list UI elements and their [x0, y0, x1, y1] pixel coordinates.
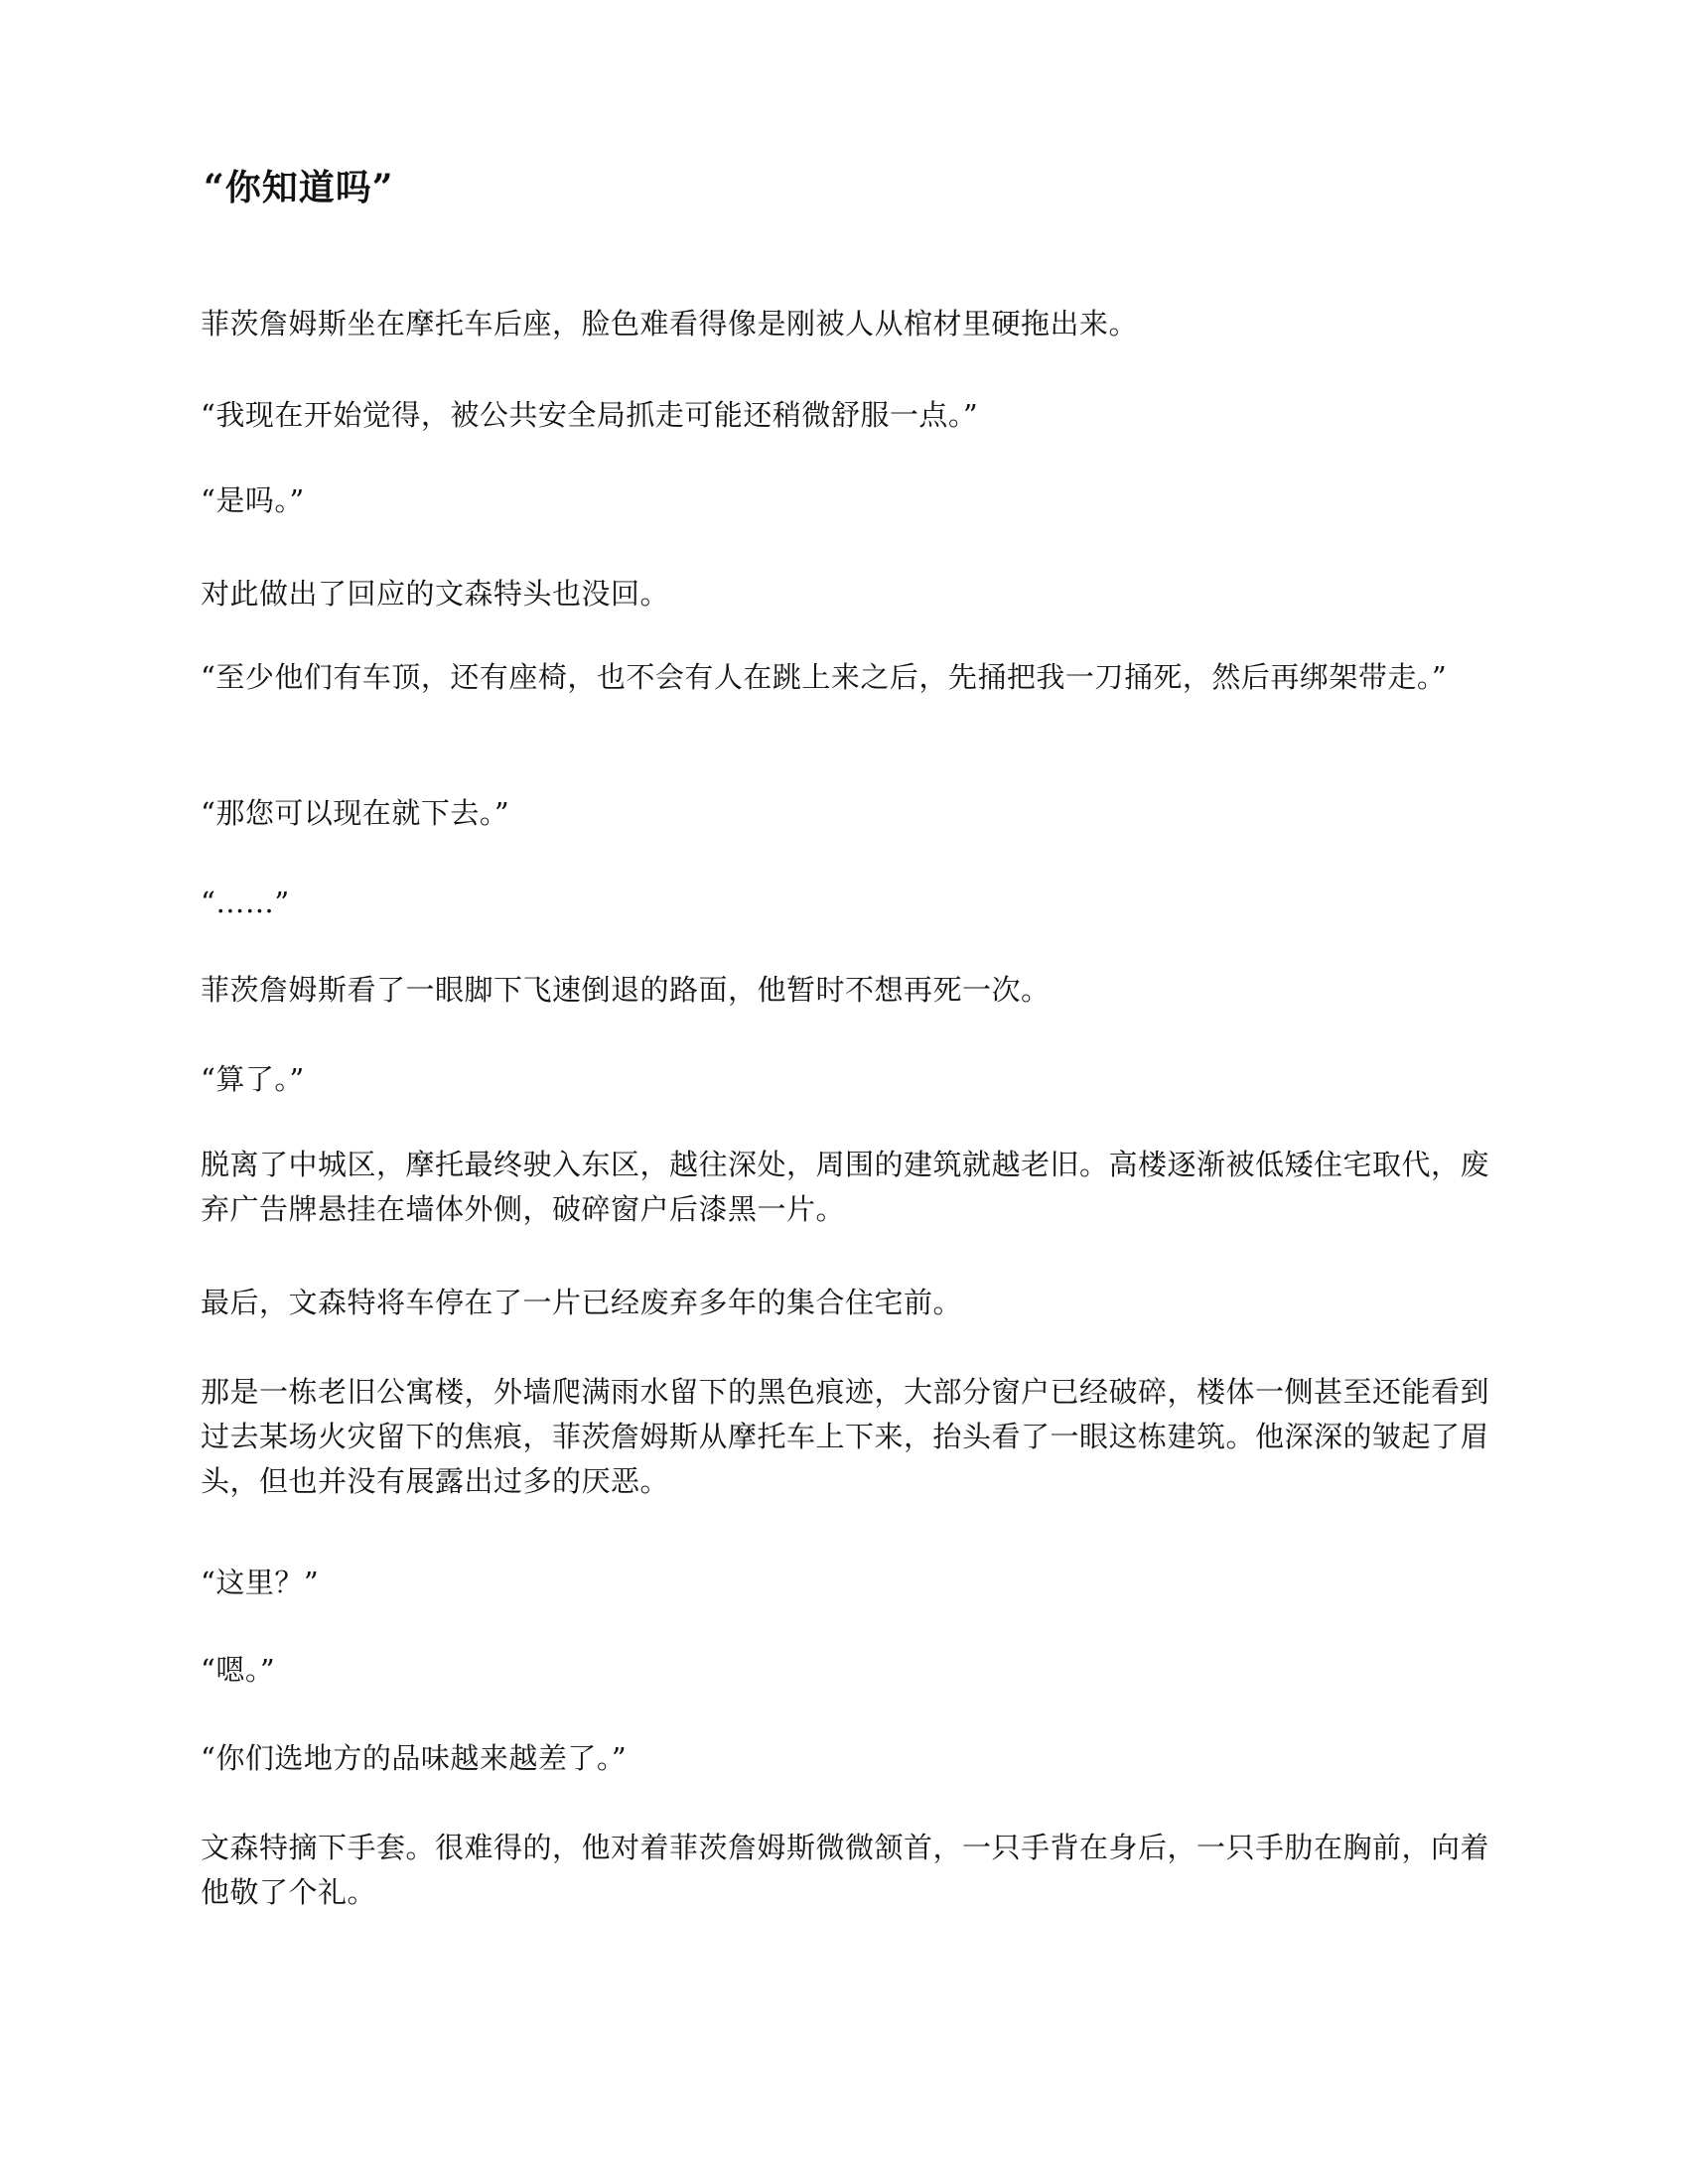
- paragraph: “……”: [201, 886, 290, 919]
- paragraph: “我现在开始觉得，被公共安全局抓走可能还稍微舒服一点。”: [201, 398, 979, 432]
- paragraph: 对此做出了回应的文森特头也没回。: [201, 577, 670, 611]
- chapter-title: “你知道吗”: [204, 167, 394, 208]
- paragraph: 菲茨詹姆斯坐在摩托车后座，脸色难看得像是刚被人从棺材里硬拖出来。: [201, 307, 1139, 341]
- paragraph: 脱离了中城区，摩托最终驶入东区，越往深处，周围的建筑就越老旧。高楼逐渐被低矮住宅取代，废弃广告牌悬挂在墙体外侧，破碎窗户后漆黑一片。: [201, 1148, 1490, 1226]
- paragraph: “你们选地方的品味越来越差了。”: [201, 1741, 628, 1775]
- paragraph: 最后，文森特将车停在了一片已经废弃多年的集合住宅前。: [201, 1286, 963, 1319]
- paragraph: “是吗。”: [201, 483, 305, 517]
- paragraph: 菲茨詹姆斯看了一眼脚下飞速倒退的路面，他暂时不想再死一次。: [201, 973, 1051, 1007]
- paragraph: “算了。”: [201, 1062, 305, 1096]
- paragraph: “那您可以现在就下去。”: [201, 796, 510, 830]
- paragraph: 文森特摘下手套。很难得的，他对着菲茨詹姆斯微微颔首，一只手背在身后，一只手肋在胸前，向着他敬了个礼。: [201, 1831, 1490, 1909]
- paragraph: “嗯。”: [201, 1653, 276, 1687]
- paragraph: 那是一栋老旧公寓楼，外墙爬满雨水留下的黑色痕迹，大部分窗户已经破碎，楼体一侧甚至还能看到过去某场火灾留下的焦痕，菲茨詹姆斯从摩托车上下来，抬头看了一眼这栋建筑。他深深的皱起了眉头，但也并没有展露出过多的厌恶。: [201, 1375, 1490, 1498]
- paragraph: “这里？”: [201, 1566, 320, 1599]
- paragraph: “至少他们有车顶，还有座椅，也不会有人在跳上来之后，先捅把我一刀捅死，然后再绑架带走。”: [201, 660, 1448, 694]
